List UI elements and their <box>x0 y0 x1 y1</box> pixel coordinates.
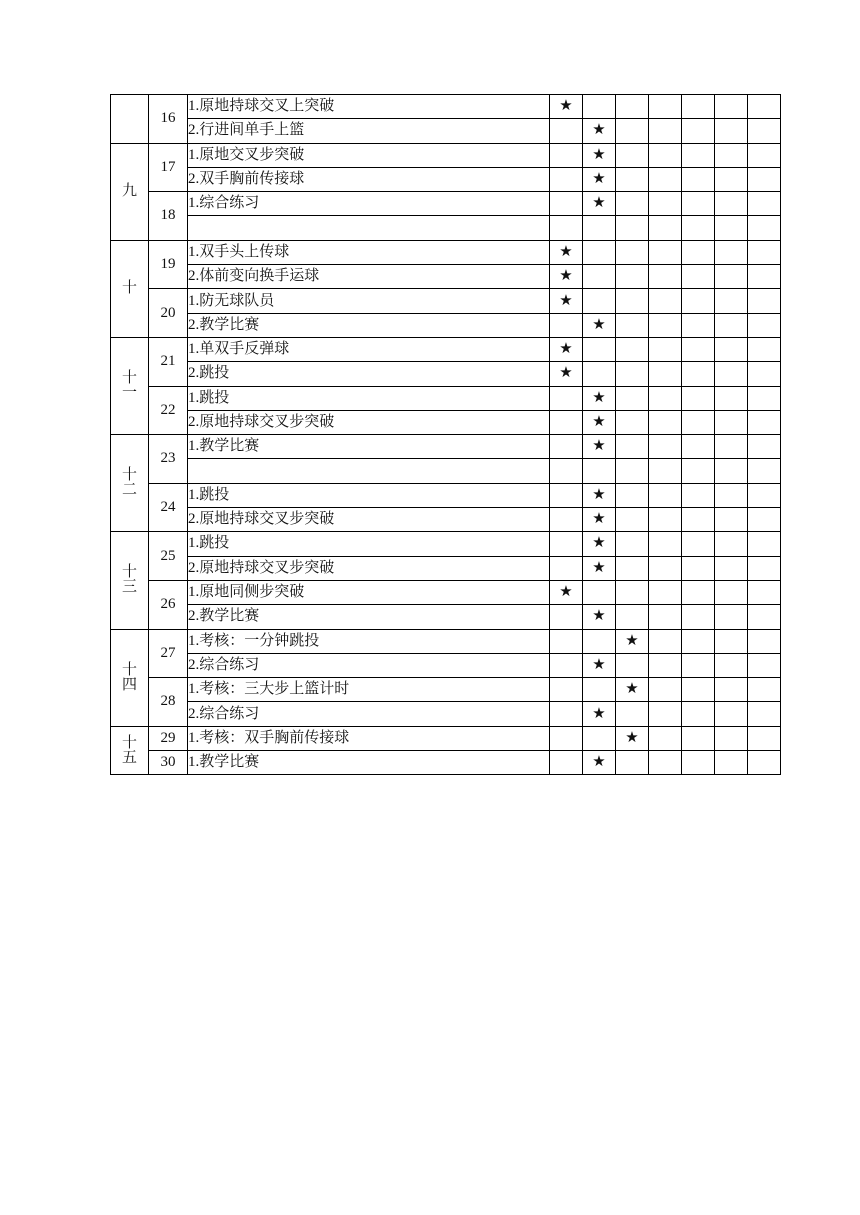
table-row <box>111 726 781 750</box>
blank-cell <box>715 580 748 604</box>
table-row <box>111 386 781 410</box>
blank-cell <box>682 240 715 264</box>
mark-cell-4 <box>649 240 682 264</box>
blank-cell <box>748 532 781 556</box>
mark-cell-2: ★ <box>583 508 616 532</box>
week-cell: 十 四 <box>111 629 149 726</box>
blank-cell <box>682 702 715 726</box>
blank-cell <box>748 95 781 119</box>
lesson-content: 2.体前变向换手运球 <box>188 265 550 289</box>
mark-cell-3 <box>616 265 649 289</box>
blank-cell <box>748 386 781 410</box>
mark-cell-1 <box>550 751 583 775</box>
table-row <box>111 192 781 216</box>
mark-cell-2 <box>583 95 616 119</box>
week-cell: 十 三 <box>111 532 149 629</box>
blank-cell <box>715 629 748 653</box>
mark-cell-4 <box>649 653 682 677</box>
mark-cell-2 <box>583 629 616 653</box>
mark-cell-3 <box>616 313 649 337</box>
table-row <box>111 362 781 386</box>
mark-cell-3 <box>616 143 649 167</box>
mark-cell-3: ★ <box>616 726 649 750</box>
blank-cell <box>715 192 748 216</box>
mark-cell-3 <box>616 483 649 507</box>
mark-cell-4 <box>649 605 682 629</box>
blank-cell <box>748 751 781 775</box>
mark-cell-3 <box>616 289 649 313</box>
mark-cell-1 <box>550 143 583 167</box>
blank-cell <box>682 410 715 434</box>
mark-cell-1 <box>550 410 583 434</box>
mark-cell-3 <box>616 95 649 119</box>
mark-cell-2 <box>583 216 616 240</box>
mark-cell-1 <box>550 726 583 750</box>
blank-cell <box>715 726 748 750</box>
mark-cell-2 <box>583 362 616 386</box>
mark-cell-4 <box>649 483 682 507</box>
blank-cell <box>682 337 715 361</box>
mark-cell-4 <box>649 508 682 532</box>
blank-cell <box>682 362 715 386</box>
mark-cell-1 <box>550 483 583 507</box>
table-row <box>111 240 781 264</box>
mark-cell-3 <box>616 459 649 483</box>
blank-cell <box>715 143 748 167</box>
mark-cell-3 <box>616 435 649 459</box>
mark-cell-1 <box>550 167 583 191</box>
table-row <box>111 143 781 167</box>
mark-cell-3 <box>616 119 649 143</box>
mark-cell-1 <box>550 653 583 677</box>
mark-cell-3 <box>616 508 649 532</box>
mark-cell-1: ★ <box>550 289 583 313</box>
table-row <box>111 216 781 240</box>
blank-cell <box>748 289 781 313</box>
mark-cell-2: ★ <box>583 532 616 556</box>
lesson-content: 2.原地持球交叉步突破 <box>188 508 550 532</box>
mark-cell-3 <box>616 410 649 434</box>
blank-cell <box>715 240 748 264</box>
lesson-number: 22 <box>149 386 188 435</box>
blank-cell <box>682 216 715 240</box>
blank-cell <box>715 337 748 361</box>
blank-cell <box>715 459 748 483</box>
lesson-content: 1.考核：双手胸前传接球 <box>188 726 550 750</box>
mark-cell-2: ★ <box>583 192 616 216</box>
table-row <box>111 751 781 775</box>
mark-cell-4 <box>649 678 682 702</box>
blank-cell <box>715 556 748 580</box>
mark-cell-4 <box>649 751 682 775</box>
blank-cell <box>748 337 781 361</box>
table-row <box>111 605 781 629</box>
mark-cell-2: ★ <box>583 313 616 337</box>
mark-cell-2 <box>583 337 616 361</box>
mark-cell-1 <box>550 556 583 580</box>
mark-cell-2: ★ <box>583 483 616 507</box>
mark-cell-3 <box>616 702 649 726</box>
mark-cell-3 <box>616 580 649 604</box>
blank-cell <box>682 556 715 580</box>
mark-cell-1 <box>550 386 583 410</box>
blank-cell <box>748 580 781 604</box>
mark-cell-1 <box>550 192 583 216</box>
blank-cell <box>715 167 748 191</box>
lesson-number: 30 <box>149 751 188 775</box>
mark-cell-1 <box>550 678 583 702</box>
mark-cell-4 <box>649 435 682 459</box>
week-cell: 十 五 <box>111 726 149 775</box>
blank-cell <box>715 751 748 775</box>
mark-cell-4 <box>649 702 682 726</box>
blank-cell <box>715 678 748 702</box>
mark-cell-2: ★ <box>583 435 616 459</box>
lesson-content: 1.单双手反弹球 <box>188 337 550 361</box>
mark-cell-2 <box>583 580 616 604</box>
blank-cell <box>682 751 715 775</box>
mark-cell-4 <box>649 95 682 119</box>
blank-cell <box>682 629 715 653</box>
blank-cell <box>715 532 748 556</box>
blank-cell <box>715 410 748 434</box>
blank-cell <box>682 726 715 750</box>
lesson-number: 24 <box>149 483 188 532</box>
table-row <box>111 653 781 677</box>
blank-cell <box>748 435 781 459</box>
lesson-number: 26 <box>149 580 188 629</box>
blank-cell <box>682 605 715 629</box>
table-row <box>111 119 781 143</box>
table-row <box>111 629 781 653</box>
mark-cell-4 <box>649 192 682 216</box>
mark-cell-2: ★ <box>583 702 616 726</box>
lesson-content: 2.原地持球交叉步突破 <box>188 410 550 434</box>
mark-cell-1 <box>550 605 583 629</box>
blank-cell <box>682 653 715 677</box>
table-row <box>111 435 781 459</box>
week-cell: 十 <box>111 240 149 337</box>
mark-cell-2 <box>583 240 616 264</box>
blank-cell <box>748 629 781 653</box>
mark-cell-1: ★ <box>550 337 583 361</box>
blank-cell <box>682 532 715 556</box>
mark-cell-2 <box>583 289 616 313</box>
mark-cell-4 <box>649 629 682 653</box>
lesson-number: 18 <box>149 192 188 241</box>
table-row <box>111 95 781 119</box>
mark-cell-2: ★ <box>583 410 616 434</box>
blank-cell <box>748 605 781 629</box>
table-row <box>111 702 781 726</box>
mark-cell-3: ★ <box>616 629 649 653</box>
week-cell: 十 二 <box>111 435 149 532</box>
blank-cell <box>748 556 781 580</box>
blank-cell <box>682 192 715 216</box>
blank-cell <box>748 508 781 532</box>
mark-cell-2: ★ <box>583 143 616 167</box>
blank-cell <box>715 265 748 289</box>
table-row <box>111 289 781 313</box>
table-row <box>111 265 781 289</box>
lesson-content: 1.考核：三大步上篮计时 <box>188 678 550 702</box>
blank-cell <box>715 313 748 337</box>
lesson-content: 1.跳投 <box>188 483 550 507</box>
lesson-content: 1.跳投 <box>188 532 550 556</box>
mark-cell-1: ★ <box>550 580 583 604</box>
lesson-number: 21 <box>149 337 188 386</box>
week-cell <box>111 95 149 144</box>
blank-cell <box>748 119 781 143</box>
table-row <box>111 483 781 507</box>
blank-cell <box>748 653 781 677</box>
lesson-number: 19 <box>149 240 188 289</box>
blank-cell <box>748 483 781 507</box>
blank-cell <box>748 216 781 240</box>
blank-cell <box>715 216 748 240</box>
lesson-content <box>188 459 550 483</box>
blank-cell <box>715 605 748 629</box>
blank-cell <box>715 508 748 532</box>
mark-cell-2: ★ <box>583 556 616 580</box>
lesson-content: 1.原地交叉步突破 <box>188 143 550 167</box>
mark-cell-4 <box>649 119 682 143</box>
blank-cell <box>715 119 748 143</box>
table-row <box>111 337 781 361</box>
blank-cell <box>748 726 781 750</box>
blank-cell <box>682 459 715 483</box>
mark-cell-1: ★ <box>550 95 583 119</box>
mark-cell-3 <box>616 167 649 191</box>
lesson-number: 17 <box>149 143 188 192</box>
mark-cell-2: ★ <box>583 119 616 143</box>
mark-cell-2: ★ <box>583 751 616 775</box>
lesson-content: 2.双手胸前传接球 <box>188 167 550 191</box>
blank-cell <box>715 386 748 410</box>
mark-cell-1: ★ <box>550 265 583 289</box>
mark-cell-1 <box>550 702 583 726</box>
mark-cell-1 <box>550 119 583 143</box>
lesson-content: 1.原地同侧步突破 <box>188 580 550 604</box>
lesson-content: 1.综合练习 <box>188 192 550 216</box>
table-row <box>111 678 781 702</box>
blank-cell <box>715 289 748 313</box>
mark-cell-2: ★ <box>583 605 616 629</box>
mark-cell-4 <box>649 265 682 289</box>
lesson-number: 16 <box>149 95 188 144</box>
mark-cell-2: ★ <box>583 653 616 677</box>
blank-cell <box>748 167 781 191</box>
mark-cell-3 <box>616 216 649 240</box>
blank-cell <box>682 508 715 532</box>
mark-cell-3 <box>616 532 649 556</box>
teaching-schedule-table <box>110 94 781 775</box>
mark-cell-1 <box>550 459 583 483</box>
mark-cell-1: ★ <box>550 362 583 386</box>
mark-cell-1 <box>550 313 583 337</box>
blank-cell <box>682 435 715 459</box>
lesson-number: 25 <box>149 532 188 581</box>
mark-cell-3 <box>616 653 649 677</box>
lesson-number: 28 <box>149 678 188 727</box>
blank-cell <box>682 95 715 119</box>
mark-cell-4 <box>649 289 682 313</box>
blank-cell <box>682 289 715 313</box>
blank-cell <box>748 240 781 264</box>
blank-cell <box>748 459 781 483</box>
blank-cell <box>682 483 715 507</box>
blank-cell <box>682 119 715 143</box>
week-cell: 十 一 <box>111 337 149 434</box>
mark-cell-3 <box>616 240 649 264</box>
lesson-content: 1.考核：一分钟跳投 <box>188 629 550 653</box>
blank-cell <box>682 313 715 337</box>
blank-cell <box>748 678 781 702</box>
mark-cell-4 <box>649 362 682 386</box>
mark-cell-4 <box>649 313 682 337</box>
mark-cell-2 <box>583 678 616 702</box>
mark-cell-3: ★ <box>616 678 649 702</box>
mark-cell-3 <box>616 605 649 629</box>
mark-cell-1 <box>550 508 583 532</box>
lesson-content: 1.原地持球交叉上突破 <box>188 95 550 119</box>
blank-cell <box>682 386 715 410</box>
mark-cell-3 <box>616 386 649 410</box>
table-row <box>111 532 781 556</box>
table-row <box>111 167 781 191</box>
blank-cell <box>748 265 781 289</box>
blank-cell <box>715 362 748 386</box>
blank-cell <box>748 362 781 386</box>
blank-cell <box>748 702 781 726</box>
mark-cell-1 <box>550 532 583 556</box>
lesson-content: 2.行进间单手上篮 <box>188 119 550 143</box>
blank-cell <box>682 265 715 289</box>
table-row <box>111 508 781 532</box>
blank-cell <box>715 95 748 119</box>
mark-cell-4 <box>649 167 682 191</box>
lesson-content: 2.综合练习 <box>188 702 550 726</box>
lesson-content: 2.跳投 <box>188 362 550 386</box>
mark-cell-2: ★ <box>583 167 616 191</box>
mark-cell-3 <box>616 337 649 361</box>
mark-cell-4 <box>649 726 682 750</box>
mark-cell-4 <box>649 410 682 434</box>
lesson-content: 2.教学比赛 <box>188 313 550 337</box>
mark-cell-3 <box>616 192 649 216</box>
mark-cell-1 <box>550 629 583 653</box>
blank-cell <box>682 143 715 167</box>
table-row <box>111 459 781 483</box>
mark-cell-2: ★ <box>583 386 616 410</box>
mark-cell-2 <box>583 726 616 750</box>
mark-cell-4 <box>649 556 682 580</box>
lesson-number: 20 <box>149 289 188 338</box>
blank-cell <box>715 435 748 459</box>
blank-cell <box>715 702 748 726</box>
mark-cell-4 <box>649 216 682 240</box>
blank-cell <box>748 143 781 167</box>
mark-cell-4 <box>649 386 682 410</box>
lesson-content: 2.综合练习 <box>188 653 550 677</box>
lesson-content: 2.教学比赛 <box>188 605 550 629</box>
mark-cell-3 <box>616 751 649 775</box>
lesson-content: 2.原地持球交叉步突破 <box>188 556 550 580</box>
blank-cell <box>682 678 715 702</box>
table-row <box>111 313 781 337</box>
mark-cell-3 <box>616 362 649 386</box>
mark-cell-1 <box>550 216 583 240</box>
lesson-number: 27 <box>149 629 188 678</box>
blank-cell <box>748 313 781 337</box>
lesson-content: 1.跳投 <box>188 386 550 410</box>
lesson-number: 23 <box>149 435 188 484</box>
week-cell: 九 <box>111 143 149 240</box>
blank-cell <box>748 192 781 216</box>
mark-cell-4 <box>649 459 682 483</box>
mark-cell-3 <box>616 556 649 580</box>
mark-cell-4 <box>649 580 682 604</box>
mark-cell-1 <box>550 435 583 459</box>
mark-cell-2 <box>583 459 616 483</box>
mark-cell-1: ★ <box>550 240 583 264</box>
lesson-number: 29 <box>149 726 188 750</box>
blank-cell <box>715 483 748 507</box>
mark-cell-2 <box>583 265 616 289</box>
lesson-content: 1.双手头上传球 <box>188 240 550 264</box>
table-row <box>111 580 781 604</box>
blank-cell <box>748 410 781 434</box>
lesson-content <box>188 216 550 240</box>
blank-cell <box>715 653 748 677</box>
table-row <box>111 556 781 580</box>
mark-cell-4 <box>649 532 682 556</box>
lesson-content: 1.教学比赛 <box>188 751 550 775</box>
mark-cell-4 <box>649 337 682 361</box>
lesson-content: 1.教学比赛 <box>188 435 550 459</box>
mark-cell-4 <box>649 143 682 167</box>
blank-cell <box>682 580 715 604</box>
blank-cell <box>682 167 715 191</box>
lesson-content: 1.防无球队员 <box>188 289 550 313</box>
table-row <box>111 410 781 434</box>
